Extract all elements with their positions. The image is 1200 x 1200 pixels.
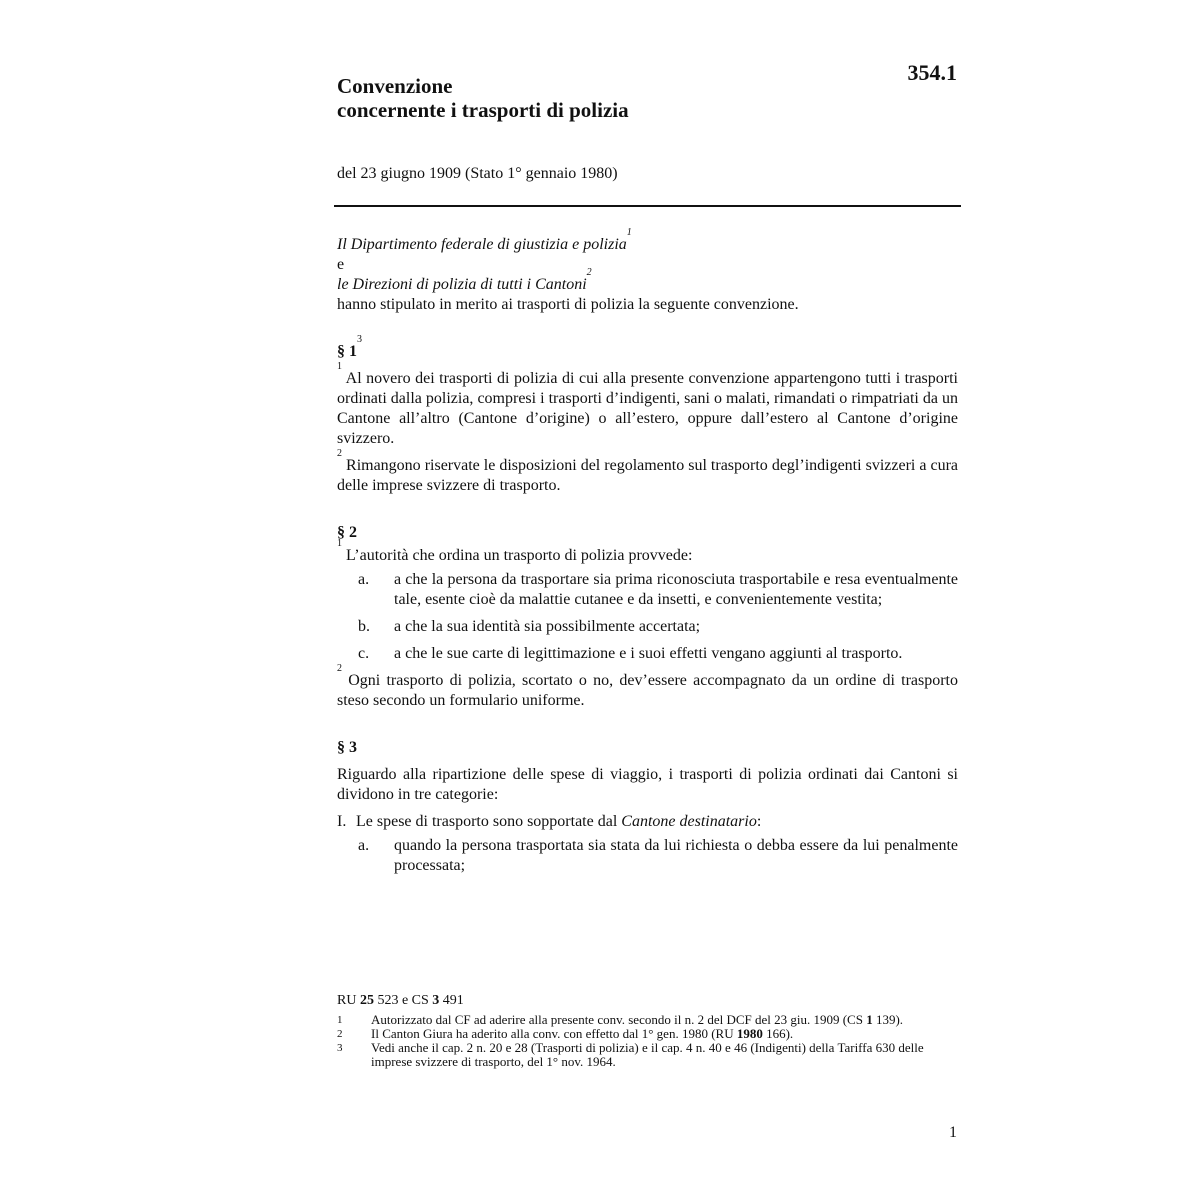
category-1-emphasis: Cantone destinatario [621, 813, 757, 830]
section-1-heading: § $1^3$ [337, 334, 362, 360]
footnote-ref-3[interactable]: 3 [357, 334, 362, 345]
title-line-1: Convenzione [337, 74, 453, 98]
sr-number: 354.1 [907, 60, 957, 85]
document-title [337, 74, 629, 122]
section-3-list [337, 836, 958, 876]
section-2-heading: § 2 [337, 524, 357, 541]
document-body [337, 227, 959, 883]
title-divider [334, 205, 961, 207]
section-1-paragraph-1: $^1$ Al novero dei trasporti di polizia di cui alla presente convenzione appartengono tutti i trasporti ordinati dalla polizia, compresi i trasporti d’indigenti, sani o malati, rimandati o rimpatriati da un Cantone all’altro (Cantone d’origine) o all’estero, oppure dall’estero al Cantone d’origine svizzero. [337, 361, 958, 447]
footnote-ref-1[interactable]: 1 [626, 227, 632, 238]
category-1: I. Le spese di trasporto sono sopportate dal Cantone destinatario: [337, 813, 762, 830]
section-2-list [337, 570, 958, 664]
title-line-2: concernente i trasporti di polizia [337, 98, 629, 122]
intro-conjunction: e [337, 256, 345, 273]
section-2-paragraph-2: $^2$ Ogni trasporto di polizia, scortato o no, dev’essere accompagnato da un ordine di trasporto steso secondo un formulario uniforme. [337, 663, 958, 709]
list-item: a. a che la persona da trasportare sia prima riconosciuta trasportabile e resa eventualmente tale, esente cioè da malattie cutanee e da insetti, e convenientemente vestita; [358, 571, 958, 608]
document-page [337, 0, 958, 1200]
intro-statement: hanno stipulato in merito ai trasporti di polizia la seguente convenzione. [337, 296, 799, 313]
footnote-1: 1 Autorizzato dal CF ad aderire alla presente conv. secondo il n. 2 del DCF del 23 giu. 1909 (CS 1 139). [337, 1012, 904, 1027]
intro-party-2: le Direzioni di polizia di tutti i Cantoni$^2$ [337, 267, 592, 293]
official-reference: RU 25 523 e CS 3 491 [337, 993, 464, 1008]
footnote-ref-2[interactable]: 2 [586, 267, 592, 278]
section-3-intro: Riguardo alla ripartizione delle spese di viaggio, i trasporti di polizia ordinati dai Cantoni si dividono in tre categorie: [337, 766, 958, 803]
section-1-paragraph-2: $^2$ Rimangono riservate le disposizioni del regolamento sul trasporto degl’indigenti svizzeri a cura delle imprese svizzere di trasporto. [337, 448, 959, 494]
page-number: 1 [949, 1124, 957, 1141]
list-item: c. a che le sue carte di legittimazione e i suoi effetti vengano aggiunti al trasporto. [358, 645, 903, 662]
intro-party-1: Il Dipartimento federale di giustizia e polizia$^1$ [337, 227, 632, 253]
footnote-2: 2 Il Canton Giura ha aderito alla conv. con effetto dal 1° gen. 1980 (RU 1980 166). [337, 1026, 794, 1041]
list-item: b. a che la sua identità sia possibilmente accertata; [358, 618, 701, 635]
section-2-paragraph-1: $^1$ L’autorità che ordina un trasporto di polizia provvede: [337, 538, 693, 564]
section-3-heading: § 3 [337, 739, 357, 756]
list-item: a. quando la persona trasportata sia stata da lui richiesta o debba essere da lui penalmente processata; [358, 837, 958, 874]
document-date: del 23 giugno 1909 (Stato 1° gennaio 1980) [337, 165, 618, 182]
footnotes [337, 994, 958, 1069]
footnote-3: 3 Vedi anche il cap. 2 n. 20 e 28 (Trasporti di polizia) e il cap. 4 n. 40 e 46 (Indigenti) della Tariffa 630 delle imprese svizzere di trasporto, del 1° nov. 1964. [337, 1040, 924, 1069]
